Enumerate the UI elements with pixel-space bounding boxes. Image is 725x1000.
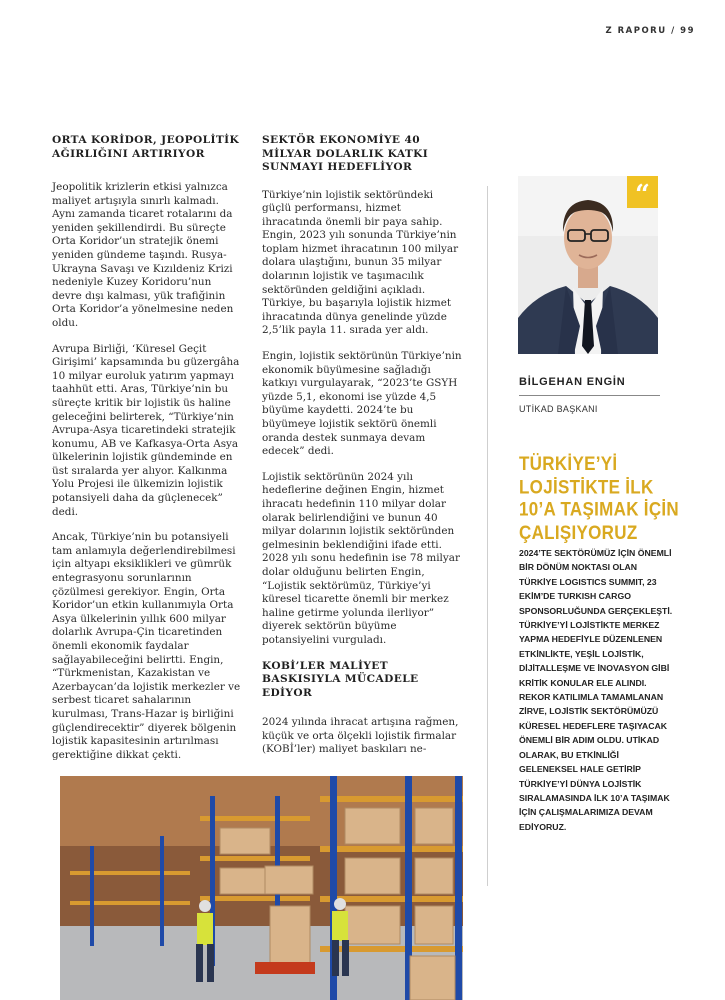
- paragraph: 2024 yılında ihracat artışına rağmen, küçük ve orta ölçekli lojistik firmalar (KOBİ’ler) maliyet baskıları ne-: [262, 716, 459, 756]
- section-heading-kobi: KOBİ’LER MALİYET BASKISIYLA MÜCADELE EDİYOR: [262, 659, 419, 699]
- page-header: Z RAPORU / 99: [605, 26, 695, 36]
- person-role: UTİKAD BAŞKANI: [519, 404, 598, 414]
- paragraph: Lojistik sektörünün 2024 yılı hedeflerine değinen Engin, hizmet ihracatı hedefinin 110 milyar dolar olarak belirlendiğini ve bunun 40 milyar dolarının lojistik sektöründen gelmesinin beklendiğini ifade etti. 2028 yılı sonu hedefinin ise 78 milyar dolar olduğunu belirten Engin, “Lojistik sektörümüz, Türkiye’yi küresel ticarette önemli bir merkez haline getirme yolunda ilerliyor” diyerek sektörün büyüme potansiyelini vurguladı.: [262, 470, 460, 646]
- article-column-left: [52, 134, 244, 774]
- name-divider: [519, 395, 660, 396]
- pull-headline: TÜRKİYE’Yİ LOJİSTİKTE İLK 10’A TAŞIMAK İÇİN ÇALIŞIYORUZ: [519, 453, 680, 544]
- paragraph: Avrupa Birliği, ‘Küresel Geçit Girişimi’ kapsamında bu güzergâha 10 milyar euroluk yatırım yapmayı taahhüt etti. Aras, Türkiye’nin bu süreçte kritik bir lojistik üs haline geleceğini belirterek, “Türkiye’nin Avrupa-Asya ticaretindeki stratejik konumu, AB ve Kafkasya-Orta Asya ülkelerinin lojistik gündeminde en üst sıralarda yer alıyor. Kalkınma Yolu Projesi ile ülkemizin lojistik potansiyeli daha da güçlenecek” dedi.: [52, 342, 240, 518]
- warehouse-illustration: [60, 776, 463, 1000]
- person-name: BİLGEHAN ENGİN: [519, 376, 626, 388]
- warehouse-photo: [60, 776, 463, 1000]
- paragraph: Engin, lojistik sektörünün Türkiye’nin ekonomik büyümesine sağladığı katkıyı vurgulayarak, “2023’te GSYH yüzde 5,1, ekonomi ise yüzde 4,5 büyüme kaydetti. 2024’te bu büyümeye lojistik sektörü önemli oranda destek sunmaya devam edecek” dedi.: [262, 350, 462, 458]
- paragraph: Jeopolitik krizlerin etkisi yalnızca maliyet artışıyla sınırlı kalmadı. Aynı zamanda ticaret rotalarını da yeniden şekillendirdi. Bu süreçte Orta Koridor’un stratejik önemi yeniden gündeme taşındı. Rusya-Ukrayna Savaşı ve Kızıldeniz Krizi nedeniyle Kuzey Koridoru’nun devre dışı kalması, yük trafiğinin Orta Koridor’a yönelmesine neden oldu.: [52, 181, 234, 329]
- article-column-middle: [262, 134, 462, 769]
- pull-quote: 2024’TE SEKTÖRÜMÜZ İÇİN ÖNEMLİ BİR DÖNÜM NOKTASI OLAN TÜRKİYE LOGISTICS SUMMIT, 23 EKİM’DE TURKISH CARGO SPONSORLUĞUNDA GERÇEKLEŞTİ. TÜRKİYE’Yİ LOJİSTİKTE MERKEZ YAPMA HEDEFİYLE DÜZENLENEN ETKİNLİKTE, YEŞİL LOJİSTİK, DİJİTALLEŞME VE İNOVASYON GİBİ KRİTİK KONULAR ELE ALINDI. REKOR KATILIMLA TAMAMLANAN ZİRVE, LOJİSTİK SEKTÖRÜMÜZÜ KÜRESEL HEDEFLERE TAŞIYACAK ÖNEMLİ BİR ADIM OLDU. UTİKAD OLARAK, BU ETKİNLİĞİ GELENEKSEL HALE GETİRİP TÜRKİYE’Yİ DÜNYA LOJİSTİK SIRALAMASINDA İLK 10’A TAŞIMAK İÇİN ÇALIŞMALARIMIZA DEVAM EDİYORUZ.: [519, 548, 673, 832]
- paragraph: Türkiye’nin lojistik sektöründeki güçlü performansı, hizmet ihracatında önemli bir paya sahip. Engin, 2023 yılı sonunda Türkiye’nin toplam hizmet ihracatının 100 milyar dolara ulaştığını, bunun 35 milyar dolarının lojistik ve taşımacılık sektöründen geldiğini açıkladı. Türkiye, bu başarıyla lojistik hizmet ihracatında dünya genelinde yüzde 2,5’lik payla 11. sırada yer aldı.: [262, 188, 459, 337]
- quote-mark-icon: “: [627, 176, 658, 208]
- section-heading-sektor: SEKTÖR EKONOMİYE 40 MİLYAR DOLARLIK KATKI SUNMAYI HEDEFLİYOR: [262, 134, 429, 173]
- paragraph: Ancak, Türkiye’nin bu potansiyeli tam anlamıyla değerlendirebilmesi için altyapı eksiklikleri ve gümrük entegrasyonu sorunlarının çözülmesi gerekiyor. Engin, Orta Koridor’un etkin kullanımıyla Orta Asya ülkelerinin yıllık 600 milyar dolarlık Avrupa-Çin ticaretinden önemli ekonomik faydalar sağlayabileceğini belirtti. Engin, “Türkmenistan, Kazakistan ve Azerbaycan’da lojistik merkezler ve serbest ticaret sahalarının kurulması, Trans-Hazar iş birliğini güçlendirecektir” diyerek bölgenin lojistik kapasitesinin artırılması gerektiğine dikkat çekti.: [52, 531, 241, 761]
- section-heading-orta-koridor: ORTA KORİDOR, JEOPOLİTİK AĞIRLIĞINI ARTIRIYOR: [52, 134, 240, 160]
- column-divider: [487, 186, 488, 886]
